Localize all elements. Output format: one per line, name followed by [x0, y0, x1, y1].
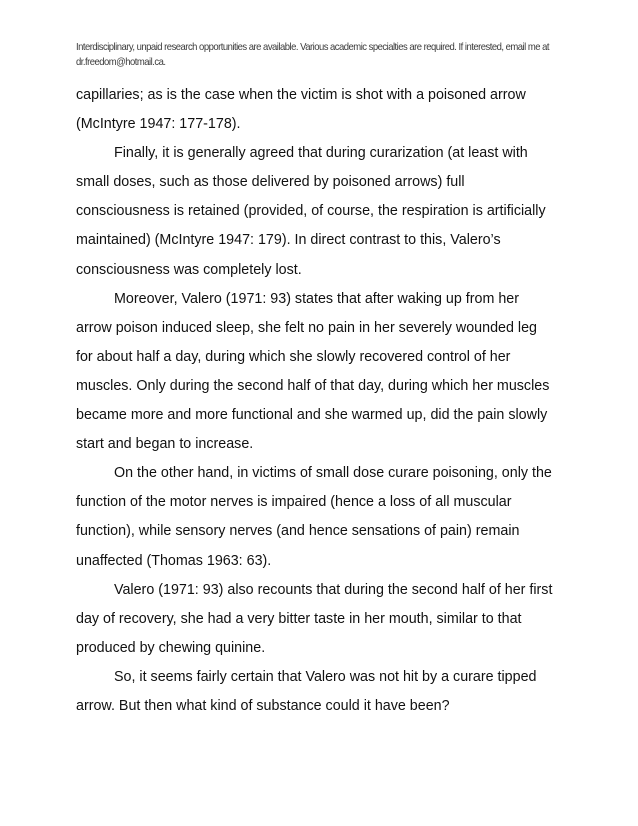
body-line: for about half a day, during which she slowly recovered control of her — [76, 348, 511, 365]
body-line: muscles. Only during the second half of that day, during which her muscles — [76, 377, 550, 394]
header-note-line: Interdisciplinary, unpaid research opportunities are available. Various academic specialties are required. If interested, email me at — [76, 42, 549, 53]
body-line: maintained) (McIntyre 1947: 179). In direct contrast to this, Valero’s — [76, 232, 501, 249]
body-line: consciousness was completely lost. — [76, 261, 302, 278]
body-text — [76, 81, 596, 721]
body-line: became more and more functional and she warmed up, did the pain slowly — [76, 407, 548, 424]
body-line: day of recovery, she had a very bitter taste in her mouth, similar to that — [76, 610, 522, 627]
body-line: small doses, such as those delivered by poisoned arrows) full — [76, 174, 465, 191]
body-line: Moreover, Valero (1971: 93) states that after waking up from her — [114, 290, 520, 307]
body-line: On the other hand, in victims of small dose curare poisoning, only the — [114, 465, 552, 482]
body-line: Finally, it is generally agreed that during curarization (at least with — [114, 145, 528, 162]
header-note — [76, 40, 549, 70]
body-line: arrow poison induced sleep, she felt no pain in her severely wounded leg — [76, 319, 537, 336]
body-line: Valero (1971: 93) also recounts that during the second half of her first — [114, 581, 553, 598]
body-line: arrow. But then what kind of substance could it have been? — [76, 697, 450, 714]
body-line: unaffected (Thomas 1963: 63). — [76, 552, 272, 569]
body-line: function of the motor nerves is impaired (hence a loss of all muscular — [76, 494, 512, 511]
body-line: So, it seems fairly certain that Valero was not hit by a curare tipped — [114, 668, 537, 685]
header-note-line: dr.freedom@hotmail.ca. — [76, 57, 166, 68]
body-line: produced by chewing quinine. — [76, 639, 266, 656]
body-line: function), while sensory nerves (and hence sensations of pain) remain — [76, 523, 520, 540]
body-line: (McIntyre 1947: 177-178). — [76, 116, 241, 133]
body-line: consciousness is retained (provided, of course, the respiration is artificially — [76, 203, 546, 220]
body-line: capillaries; as is the case when the victim is shot with a poisoned arrow — [76, 87, 526, 103]
body-line: start and began to increase. — [76, 436, 254, 453]
